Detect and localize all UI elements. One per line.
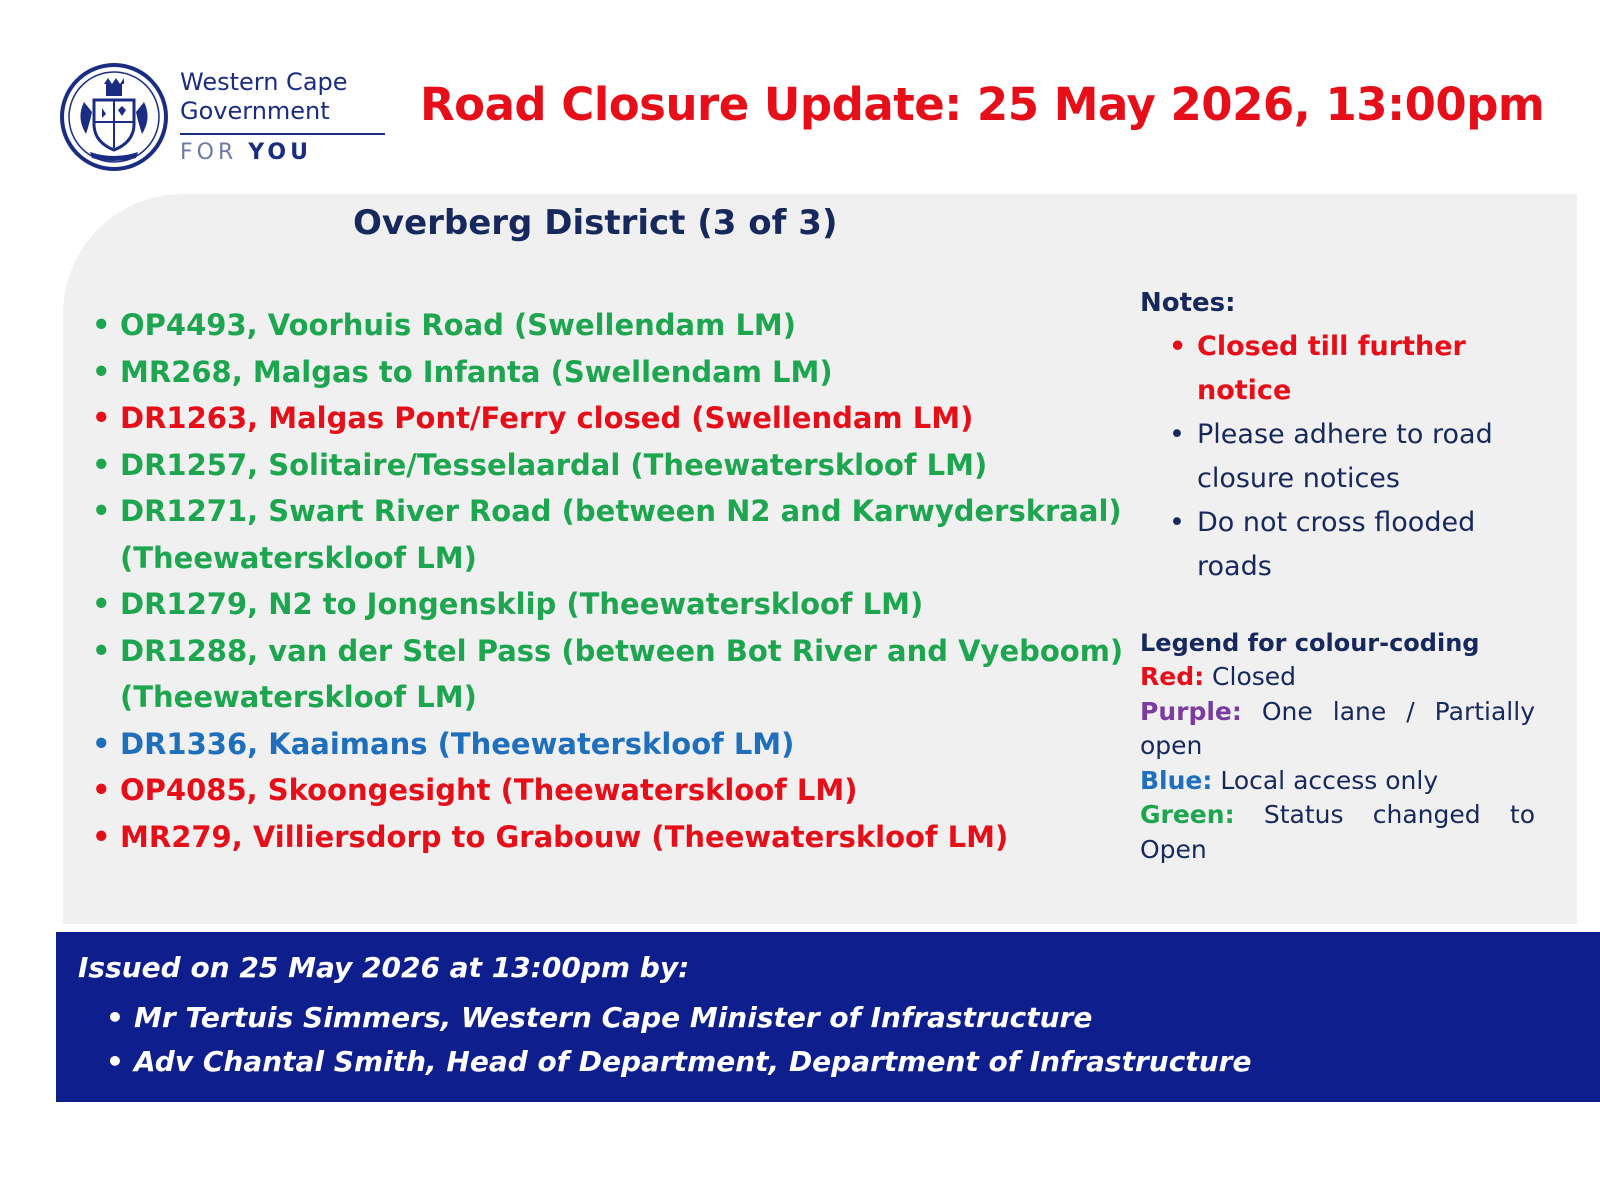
legend-title: Legend for colour-coding [1140,629,1480,657]
note-item-text: Do not cross flooded roads [1197,507,1476,582]
coat-of-arms-icon [58,62,170,172]
legend-desc: One lane / Partially open [1140,696,1535,760]
road-item-text: DR1263, Malgas Pont/Ferry closed (Swellendam LM) [120,401,974,435]
bullet-icon: • [1169,331,1187,362]
road-item [88,581,1128,628]
road-item [88,349,1128,396]
legend-item-green: Green: Status changed to Open [1140,800,1535,864]
issuer-text: Adv Chantal Smith, Head of Department, Department of Infrastructure [134,1045,1252,1078]
bullet-icon: • [92,447,111,482]
bullet-icon: • [92,587,111,621]
road-item-text: MR268, Malgas to Infanta (Swellendam LM) [120,354,833,389]
road-item [88,395,1128,442]
government-logo [58,60,388,175]
legend-item-blue: Blue: Local access only [1140,765,1439,795]
notes-section [1140,283,1540,589]
logo-wordmark [180,68,388,165]
logo-line-government: Government [180,97,330,125]
bullet-icon: • [1169,507,1185,538]
issuer-text: Mr Tertuis Simmers, Western Cape Minister of Infrastructure [134,1001,1093,1034]
bullet-icon: • [106,1001,124,1034]
road-item [88,442,1128,489]
bullet-icon: • [92,308,111,342]
bullet-icon: • [106,1045,124,1078]
bullet-icon: • [92,726,111,761]
legend-desc: Closed [1204,662,1297,691]
bullet-icon: • [92,401,111,435]
colour-legend [1140,626,1535,867]
bullet-icon: • [92,633,111,668]
bullet-icon: • [92,494,111,528]
road-item [88,302,1128,349]
road-item-text: DR1271, Swart River Road (between N2 and Karwyderskraal) (Theewaterskloof LM) [120,494,1122,575]
bullet-icon: • [92,354,111,389]
road-item-text: DR1288, van der Stel Pass (between Bot River and Vyeboom) (Theewaterskloof LM) [120,633,1124,714]
road-item-text: DR1257, Solitaire/Tesselaardal (Theewaterskloof LM) [120,447,988,482]
footer-banner [56,932,1600,1102]
bullet-icon: • [92,819,111,854]
issuer-item [106,996,1251,1040]
notes-list [1140,325,1540,589]
road-list [88,302,1128,860]
logo-divider [180,133,385,135]
road-item [88,628,1128,721]
legend-item-purple: Purple: One lane / Partially open [1140,696,1535,760]
road-item [88,488,1128,581]
logo-you: YOU [248,140,312,165]
legend-item-red: Red: Closed [1140,662,1297,691]
bullet-icon: • [92,773,111,807]
road-item-text: MR279, Villiersdorp to Grabouw (Theewaterskloof LM) [120,819,1009,854]
footer-title: Issued on 25 May 2026 at 13:00pm by: [78,951,690,984]
road-item-text: OP4085, Skoongesight (Theewaterskloof LM) [120,773,858,807]
logo-line-western-cape: Western Cape [180,68,348,96]
note-item [1140,501,1540,589]
legend-key: Blue [1140,765,1203,795]
note-item [1140,413,1540,501]
note-item-text: Please adhere to road closure notices [1197,419,1493,494]
issuer-list [106,996,1251,1084]
legend-key: Red [1140,662,1195,691]
logo-for: FOR [180,140,238,165]
road-item [88,814,1128,861]
legend-desc: Local access only [1212,765,1439,795]
notes-title: Notes: [1140,288,1236,318]
road-item [88,767,1128,814]
road-item [88,721,1128,768]
road-item-text: DR1279, N2 to Jongensklip (Theewaterskloof LM) [120,587,924,621]
note-item-text: Closed till further notice [1197,331,1466,406]
district-title: Overberg District (3 of 3) [353,203,838,243]
legend-desc: Status changed to Open [1140,800,1535,864]
bullet-icon: • [1169,419,1185,450]
road-item-text: DR1336, Kaaimans (Theewaterskloof LM) [120,726,795,761]
note-item [1140,325,1540,413]
issuer-item [106,1040,1251,1084]
logo-tagline [180,140,388,165]
legend-key: Purple [1140,696,1232,726]
road-item-text: OP4493, Voorhuis Road (Swellendam LM) [120,308,797,342]
legend-key: Green [1140,800,1225,829]
page-title: Road Closure Update: 25 May 2026, 13:00pm [420,78,1545,131]
